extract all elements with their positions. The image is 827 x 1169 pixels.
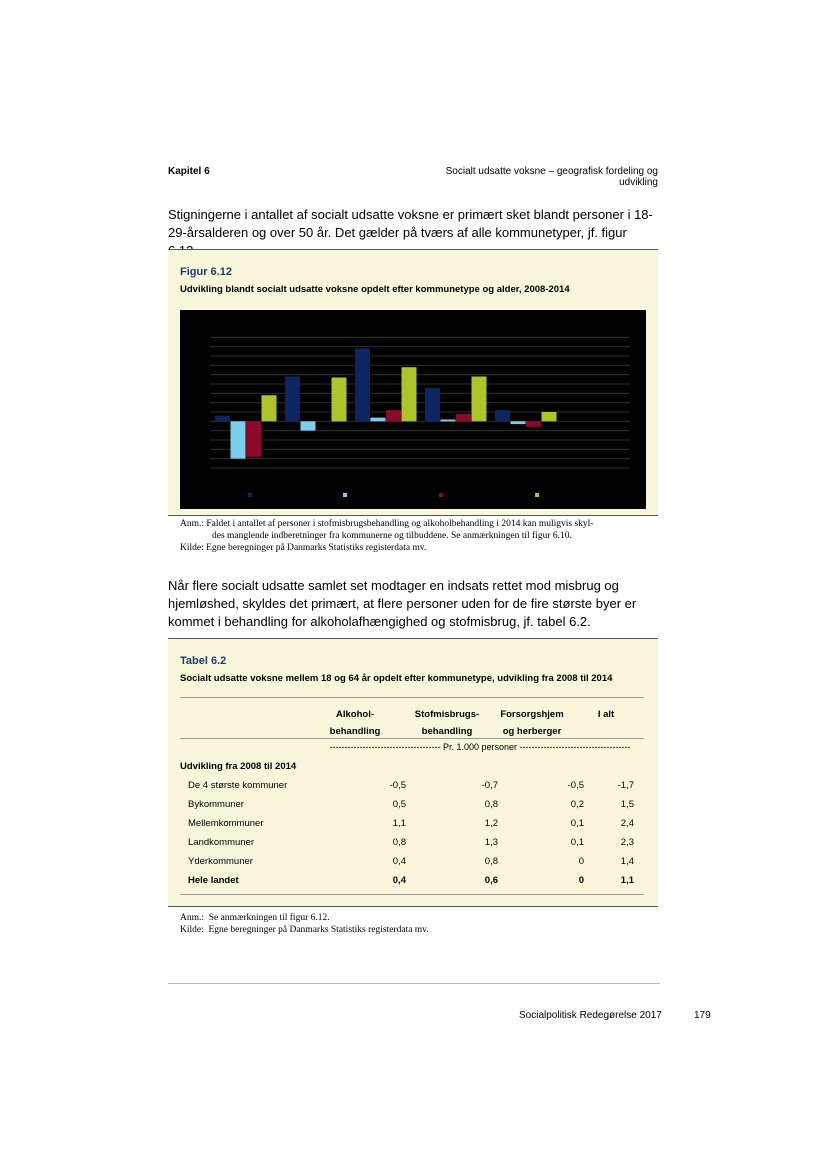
chart-bar [355, 349, 370, 422]
table-note [180, 912, 658, 936]
chart-bar [441, 420, 456, 422]
table-row [188, 833, 634, 852]
figure-label: Figur 6.12 [180, 266, 232, 278]
table-title: Socialt udsatte voksne mellem 18 og 64 år opdelt efter kommunetype, udvikling fra 2008 til 2014 [180, 673, 613, 684]
table-source-prefix: Kilde: [180, 925, 204, 935]
chart-bar [262, 395, 277, 421]
cell-value: 1,1 [392, 818, 406, 829]
row-label: De 4 største kommuner [188, 780, 288, 791]
cell-value: 0,5 [392, 799, 406, 810]
cell-value: 0 [578, 875, 584, 886]
section-title: Socialt udsatte voksne – geografisk fordeling og udvikling [445, 166, 658, 188]
table-section-label: Udvikling fra 2008 til 2014 [180, 761, 297, 772]
legend-swatch [439, 493, 443, 497]
cell-value: 0,1 [570, 818, 584, 829]
figure-note-line1: Faldet i antallet af personer i stofmisbrugsbehandling og alkoholbehandling i 2014 kan muligvis skyl- [206, 519, 594, 529]
table-row [188, 871, 634, 890]
column-header-drug: Stofmisbrugs- behandling [414, 709, 480, 737]
cell-value: 0 [578, 856, 584, 867]
chart-bar [456, 414, 471, 422]
table-note-text: Se anmærkningen til figur 6.12. [208, 913, 330, 923]
chart-bar [526, 421, 541, 427]
intro-paragraph: Stigningerne i antallet af socialt udsatte voksne er primært sket blandt personer i 18-29-årsalderen og over 50 år. Det gælder på tværs af alle kommunetyper, jf. figur [168, 207, 653, 240]
table-row [188, 795, 634, 814]
legend-swatch [535, 493, 539, 497]
figure-source-prefix: Kilde: [180, 543, 204, 553]
bar-chart [180, 310, 646, 509]
chart-bar [246, 421, 261, 457]
table-bottom-rule [168, 906, 658, 907]
chapter-label: Kapitel 6 [168, 166, 210, 177]
cell-value: 0,1 [570, 837, 584, 848]
table-row [188, 814, 634, 833]
row-label: Yderkommuner [188, 856, 253, 867]
footer-publication: Socialpolitisk Redegørelse 2017 [519, 1010, 662, 1021]
cell-value: 1,1 [620, 875, 634, 886]
cell-value: 2,4 [620, 818, 634, 829]
chart-bar [332, 378, 347, 422]
row-label: Bykommuner [188, 799, 244, 810]
figure-note-line2: des manglende indberetninger fra kommunerne og tilbuddene. Se anmærkningen til figur 6.10. [212, 531, 572, 541]
legend-swatch [248, 493, 252, 497]
chart-bar [215, 416, 230, 422]
column-header-total: I alt [597, 709, 615, 720]
chart-bar [231, 421, 246, 458]
cell-value: 2,3 [620, 837, 634, 848]
cell-value: 0,8 [392, 837, 406, 848]
body-paragraph: Når flere socialt udsatte samlet set modtager en indsats rettet mod misbrug og hjemløshed, skyldes det primært, at flere personer uden for de fire største byer er kommet i behandling for alkoholafhængighed og stofmisbrug, jf. tabel 6.2. [168, 578, 637, 629]
chart-bar [371, 418, 386, 422]
cell-value: 0,8 [484, 856, 498, 867]
cell-value: -0,7 [481, 780, 498, 791]
table-header-rule [180, 697, 644, 698]
row-label: Mellemkommuner [188, 818, 264, 829]
table-row [188, 852, 634, 871]
cell-value: 0,4 [392, 856, 406, 867]
cell-value: 0,6 [484, 875, 498, 886]
data-table [188, 776, 634, 890]
chart-bar [542, 412, 557, 421]
page-number: 179 [694, 1010, 711, 1021]
figure-note-prefix: Anm.: [180, 519, 205, 529]
chart-bar [472, 377, 487, 422]
chart-bar [511, 421, 526, 424]
table-subheader-rule [180, 738, 644, 739]
chart-legend [248, 493, 539, 497]
table-row [188, 776, 634, 795]
table-unit: ------------------------------------- Pr. 1.000 personer ------------------------------------- [329, 742, 631, 752]
cell-value: 0,2 [570, 799, 584, 810]
figure-source: Egne beregninger på Danmarks Statistiks registerdata mv. [206, 543, 427, 553]
chart-bar [301, 421, 316, 430]
figure-title: Udvikling blandt socialt udsatte voksne opdelt efter kommunetype og alder, 2008-2014 [180, 284, 570, 295]
table-source: Egne beregninger på Danmarks Statistiks registerdata mv. [208, 925, 429, 935]
cell-value: 1,2 [484, 818, 498, 829]
table-label: Tabel 6.2 [180, 655, 227, 667]
table-bottom-inner-rule [180, 894, 644, 895]
cell-value: 0,4 [392, 875, 406, 886]
chart-area [180, 310, 646, 509]
chart-bar [402, 367, 417, 421]
column-header-shelter: Forsorgshjem og herberger [500, 709, 564, 737]
figure-bottom-rule [168, 515, 658, 516]
table-note-prefix: Anm.: [180, 913, 205, 923]
cell-value: 1,4 [620, 856, 634, 867]
cell-value: -0,5 [389, 780, 406, 791]
cell-value: 1,3 [484, 837, 498, 848]
chart-bar [285, 377, 300, 422]
chart-bar [425, 388, 440, 422]
cell-value: -1,7 [617, 780, 634, 791]
cell-value: -0,5 [567, 780, 584, 791]
row-label: Hele landet [188, 875, 239, 886]
footer-rule [168, 983, 660, 984]
column-header-alcohol: Alkohol- behandling [329, 709, 381, 737]
row-label: Landkommuner [188, 837, 255, 848]
legend-swatch [343, 493, 347, 497]
chart-bar [495, 410, 510, 421]
cell-value: 1,5 [620, 799, 634, 810]
figure-note [180, 518, 658, 554]
cell-value: 0,8 [484, 799, 498, 810]
chart-bar [386, 410, 401, 421]
